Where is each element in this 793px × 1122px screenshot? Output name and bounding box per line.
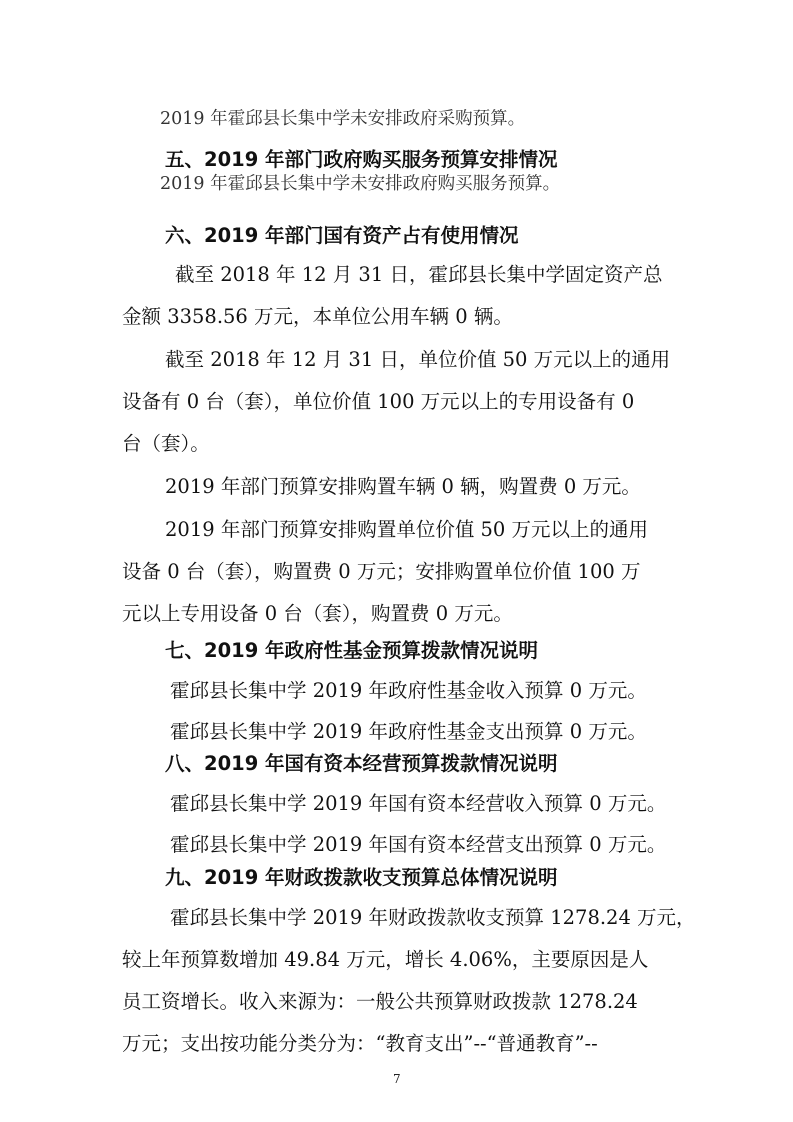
text-line: 霍邱县长集中学 2019 年国有资本经营收入预算 0 万元。 [170,792,667,815]
text-line: 员工资增长。收入来源为：一般公共预算财政拨款 1278.24 [122,990,638,1013]
text-line: 霍邱县长集中学 2019 年财政拨款收支预算 1278.24 万元， [170,906,696,929]
text-line: 台（套）。 [122,432,210,455]
section-heading-7: 七、2019 年政府性基金预算拨款情况说明 [165,639,539,662]
text-line: 金额 3358.56 万元，本单位公用车辆 0 辆。 [122,305,513,328]
text-line: 2019 年部门预算安排购置车辆 0 辆，购置费 0 万元。 [165,475,641,498]
section-heading-9: 九、2019 年财政拨款收支预算总体情况说明 [165,866,558,889]
text-line: 2019 年霍邱县长集中学未安排政府采购预算。 [160,109,526,129]
text-line: 截至 2018 年 12 月 31 日，霍邱县长集中学固定资产总 [175,263,663,286]
page-number: 7 [393,1072,401,1086]
text-line: 2019 年部门预算安排购置单位价值 50 万元以上的通用 [165,518,649,541]
section-heading-6: 六、2019 年部门国有资产占有使用情况 [165,224,519,247]
text-line: 2019 年霍邱县长集中学未安排政府购买服务预算。 [160,174,561,194]
text-line: 截至 2018 年 12 月 31 日，单位价值 50 万元以上的通用 [165,348,671,371]
text-line: 设备有 0 台（套），单位价值 100 万元以上的专用设备有 0 [122,390,635,413]
text-line: 元以上专用设备 0 台（套），购置费 0 万元。 [122,602,513,625]
text-line: 霍邱县长集中学 2019 年政府性基金收入预算 0 万元。 [170,679,647,702]
text-line: 设备 0 台（套），购置费 0 万元；安排购置单位价值 100 万 [122,560,641,583]
section-heading-5: 五、2019 年部门政府购买服务预算安排情况 [165,148,558,171]
text-line: 较上年预算数增加 49.84 万元，增长 4.06%，主要原因是人 [122,948,649,971]
text-line: 霍邱县长集中学 2019 年国有资本经营支出预算 0 万元。 [170,833,667,856]
text-line: 万元；支出按功能分类分为：“教育支出”--“普通教育”-- [122,1032,598,1055]
section-heading-8: 八、2019 年国有资本经营预算拨款情况说明 [165,752,558,775]
text-line: 霍邱县长集中学 2019 年政府性基金支出预算 0 万元。 [170,720,647,743]
